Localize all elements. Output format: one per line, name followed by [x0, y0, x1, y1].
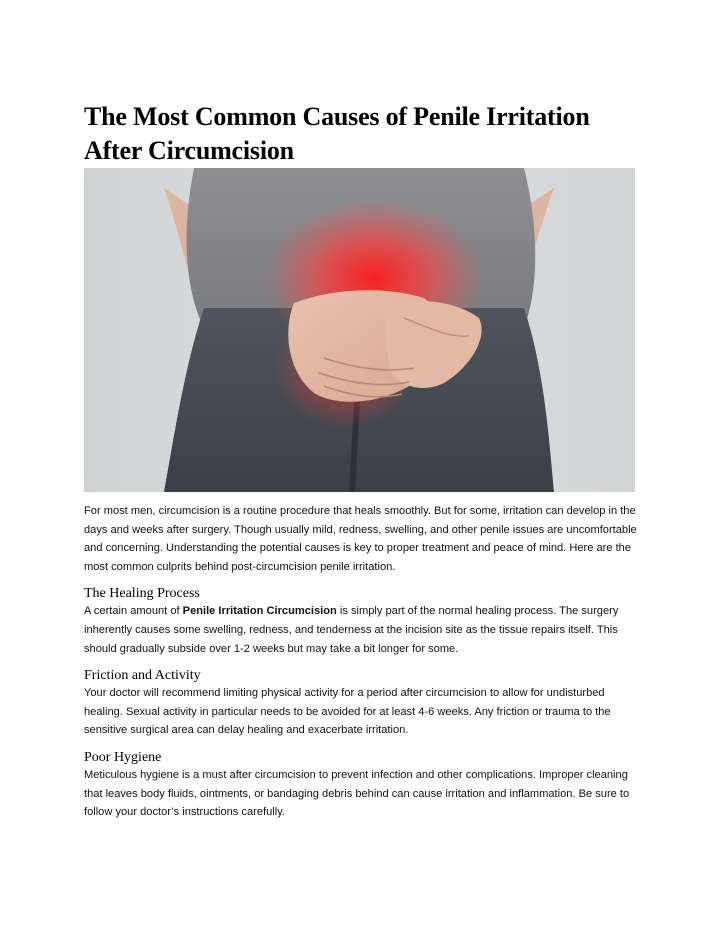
- text-span: A certain amount of: [84, 605, 183, 618]
- intro-paragraph: For most men, circumcision is a routine procedure that heals smoothly. But for some, irritation can develop in the days and weeks after surgery. Though usually mild, redness, swelling, and other penile issues are uncomfortable and concerning. Understanding the potential causes is key to proper treatment and peace of mind. Here are the most common culprits behind post-circumcision penile irritation.: [84, 505, 637, 573]
- article-title: The Most Common Causes of Penile Irritation After Circumcision: [84, 102, 590, 165]
- hero-image: [84, 168, 635, 492]
- section-text-healing: [84, 602, 637, 658]
- article: [84, 100, 637, 822]
- section-text-friction: Your doctor will recommend limiting physical activity for a period after circumcision to allow for undisturbed healing. Sexual activity in particular needs to be avoided for at least 4-6 weeks. Any friction or trauma to the sensitive surgical area can delay healing and exacerbate irritation.: [84, 687, 611, 737]
- bold-keyword: Penile Irritation Circumcision: [182, 605, 337, 618]
- section-text-hygiene: Meticulous hygiene is a must after circumcision to prevent infection and other complications. Improper cleaning that leaves body fluids, ointments, or bandaging debris behind can cause irritation and inflammation. Be sure to follow your doctor’s instructions carefully.: [84, 768, 630, 819]
- section-heading-hygiene: Poor Hygiene: [84, 749, 162, 765]
- section-heading-friction: Friction and Activity: [84, 668, 201, 684]
- text-span: is simply part of the normal healing process. The surgery inherently causes some swelling, redness, and tenderness at the incision site as the tissue repairs itself. This should gradually subside over 1-2 weeks but may take a bit longer for some.: [84, 605, 619, 655]
- section-heading-healing: The Healing Process: [84, 586, 200, 602]
